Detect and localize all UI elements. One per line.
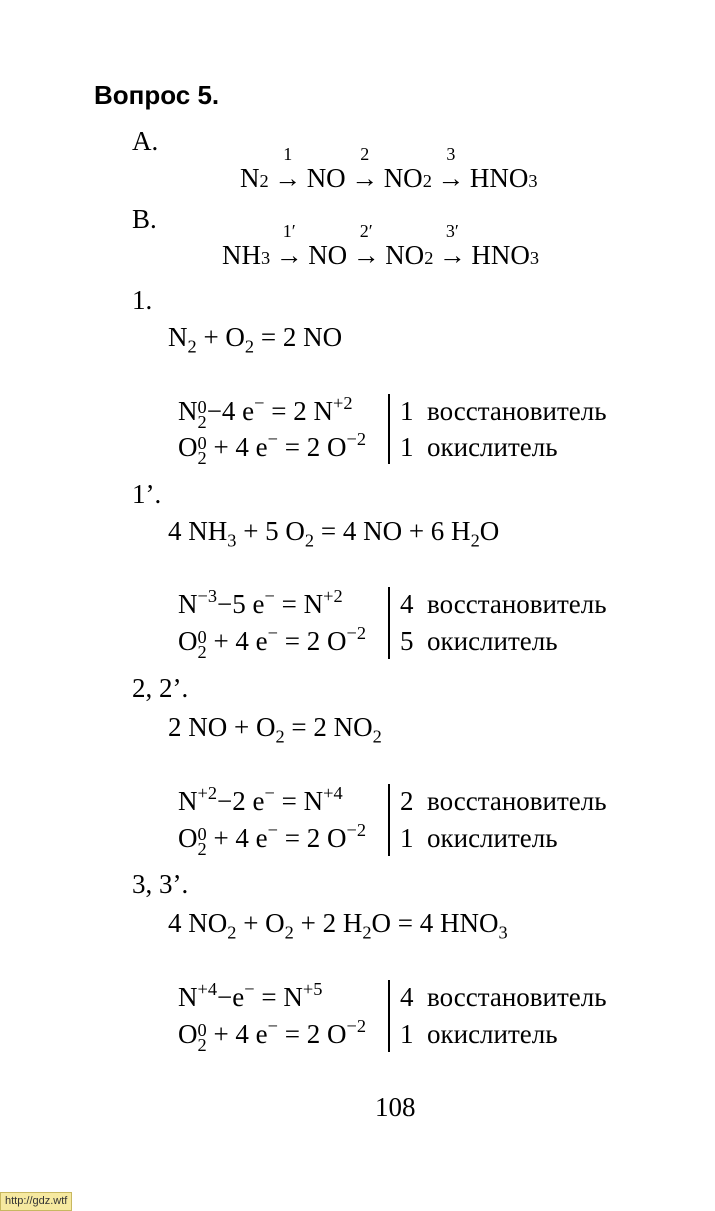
section-2-role-2: 1 окислитель: [400, 823, 558, 853]
section-2-half-1: $N^{+2}-2$ $e^- = N^{+4}$: [178, 782, 343, 816]
scheme-b-arrow-3: 3′ →: [438, 221, 466, 270]
section-3-divider: [388, 980, 390, 1052]
section-3-half-1: $N^{+4}-e^- = N^{+5}$: [178, 978, 323, 1012]
scheme-a-arrow-1: 1 →: [274, 144, 302, 193]
section-1p-equation: 4 $NH_3 + 5$ $O_2 = 4$ NO + 6 $H_2O$: [168, 516, 500, 551]
section-1p-role-1: 4 восстановитель: [400, 589, 607, 619]
section-3-label: 3, 3’.: [132, 869, 189, 899]
section-3-role-1: 4 восстановитель: [400, 982, 607, 1012]
section-2-label: 2, 2’.: [132, 673, 189, 703]
section-1-role-2: 1 окислитель: [400, 432, 558, 462]
watermark-link[interactable]: http://gdz.wtf: [0, 1192, 72, 1211]
section-1-role-1: 1 восстановитель: [400, 396, 607, 426]
section-2-half-2: O 0 2 + 4 e− = 2 $O^{-2}$: [178, 819, 367, 860]
scheme-b-arrow-2: 2′ →: [352, 221, 380, 270]
section-1-half-2: O 0 2 + 4 e− = 2 $O^{-2}$: [178, 428, 367, 469]
scheme-b-label: В.: [132, 204, 157, 234]
scheme-b-chain: NH 3 1′ → NO 2′ → NO 2 3′ → HNO 3: [222, 221, 540, 270]
section-2-role-1: 2 восстановитель: [400, 786, 607, 816]
scheme-b-arrow-1: 1′ →: [275, 221, 303, 270]
section-2-equation: 2 NO + $O_2 = 2$ $NO_2$: [168, 712, 382, 747]
section-1p-half-1: $N^{-3}-5$ $e^- = N^{+2}$: [178, 585, 343, 619]
page-number: 108: [375, 1092, 416, 1122]
scheme-a-chain: N 2 1 → NO 2 → NO 2 3 → HNO 3: [240, 144, 538, 193]
scheme-a-label: А.: [132, 126, 159, 156]
section-3-half-2: O 0 2 + 4 e− = 2 $O^{-2}$: [178, 1015, 367, 1056]
page-title: Вопрос 5.: [94, 80, 220, 110]
section-3-equation: 4 $NO_2 + O_2 + 2$ $H_2O = 4$ $HNO_3$: [168, 908, 508, 943]
section-1p-half-2: O 0 2 + 4 e− = 2 $O^{-2}$: [178, 622, 367, 663]
scheme-a-arrow-3: 3 →: [437, 144, 465, 193]
section-1-label: 1.: [132, 285, 153, 315]
section-3-role-2: 1 окислитель: [400, 1019, 558, 1049]
section-1-half-1: N 0 2 −4 e− = 2 $N^{+2}$: [178, 392, 353, 433]
section-1p-divider: [388, 587, 390, 659]
section-2-divider: [388, 784, 390, 856]
section-1p-role-2: 5 окислитель: [400, 626, 558, 656]
section-1p-label: 1’.: [132, 479, 162, 509]
scheme-a-arrow-2: 2 →: [351, 144, 379, 193]
section-1-equation: $N_2 + O_2 = 2$ NO: [168, 322, 343, 357]
section-1-divider: [388, 394, 390, 464]
